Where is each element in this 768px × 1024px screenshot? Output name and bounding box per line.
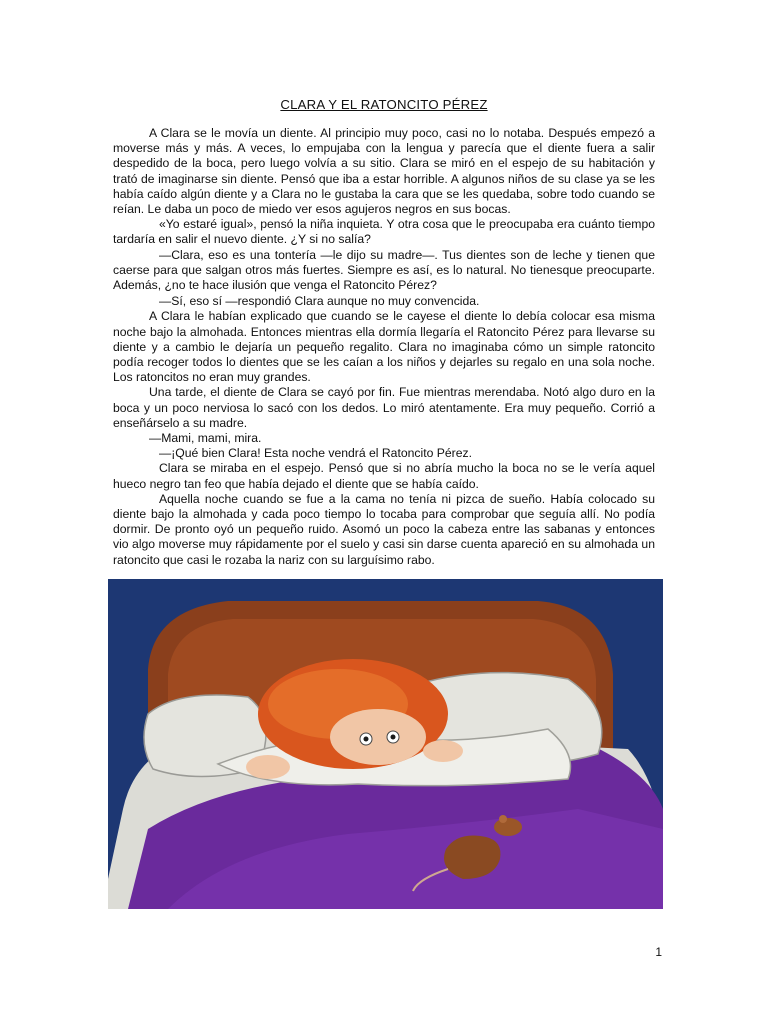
clara-face	[330, 709, 426, 765]
paragraph: A Clara se le movía un diente. Al principio muy poco, casi no lo notaba. Después empezó a moverse más y más. A veces, lo empujaba con la lengua y parecía que el diente fuera a salir despedido de la boca, pero luego volvía a su sitio. Clara se miró en el espejo de su habitación y trató de imaginarse sin diente. Pensó que iba a estar horrible. A algunos niños de su clase ya se les había caído algún diente y a Clara no le gustaba la cara que se les quedaba, sobre todo cuando se reían. Le daba un poco de miedo ver esos agujeros negros en sus bocas.	[113, 126, 655, 217]
bedroom-illustration	[108, 579, 663, 909]
paragraph: —¡Qué bien Clara! Esta noche vendrá el Ratoncito Pérez.	[159, 446, 472, 461]
mouse-ear	[499, 815, 507, 823]
paragraph: —Mami, mami, mira.	[149, 431, 262, 446]
page-number: 1	[655, 945, 662, 959]
right-hand	[423, 740, 463, 762]
paragraph: «Yo estaré igual», pensó la niña inquieta. Y otra cosa que le preocupaba era cuánto tiempo tardaría en salir el nuevo diente. ¿Y si no salía?	[113, 217, 655, 247]
story-illustration	[108, 579, 663, 909]
left-pupil	[364, 737, 369, 742]
paragraph: Aquella noche cuando se fue a la cama no tenía ni pizca de sueño. Había colocado su diente bajo la almohada y cada poco tiempo lo tocaba para comprobar que seguía allí. No podía dormir. De pronto oyó un pequeño ruido. Asomó un poco la cabeza entre las sabanas y entonces vio algo moverse muy rápidamente por el suelo y casi sin darse cuenta apareció en su almohada un ratoncito que casi le rozaba la nariz con su larguísimo rabo.	[113, 491, 655, 567]
story-text	[113, 126, 655, 568]
paragraph: Clara se miraba en el espejo. Pensó que si no abría mucho la boca no se le vería aquel hueco negro tan feo que había dejado el diente que se había caído.	[113, 461, 655, 491]
right-pupil	[391, 735, 396, 740]
left-hand	[246, 755, 290, 779]
paragraph: Una tarde, el diente de Clara se cayó por fin. Fue mientras merendaba. Notó algo duro en la boca y un poco nerviosa lo sacó con los dedos. Lo miró atentamente. Era muy pequeño. Corrió a enseñárselo a su madre.	[113, 385, 655, 430]
paragraph: —Sí, eso sí —respondió Clara aunque no muy convencida.	[159, 294, 480, 309]
paragraph: —Clara, eso es una tontería —le dijo su madre—. Tus dientes son de leche y tienen que caerse para que salgan otros más fuertes. Siempre es así, es lo natural. No tienesque preocuparte. Además, ¿no te hace ilusión que venga el Ratoncito Pérez?	[113, 247, 655, 293]
paragraph: A Clara le habían explicado que cuando se le cayese el diente lo debía colocar esa misma noche bajo la almohada. Entonces mientras ella dormía llegaría el Ratoncito Pérez para llevarse su diente y a cambio le dejaría un pequeño regalito. Clara no imaginaba cómo un simple ratoncito podía recoger todos lo dientes que se les caían a los niños y dejarles su regalo en una sola noche. Los ratoncitos no eran muy grandes.	[113, 309, 655, 385]
mouse-head	[494, 818, 522, 836]
page-title: CLARA Y EL RATONCITO PÉREZ	[280, 97, 488, 112]
